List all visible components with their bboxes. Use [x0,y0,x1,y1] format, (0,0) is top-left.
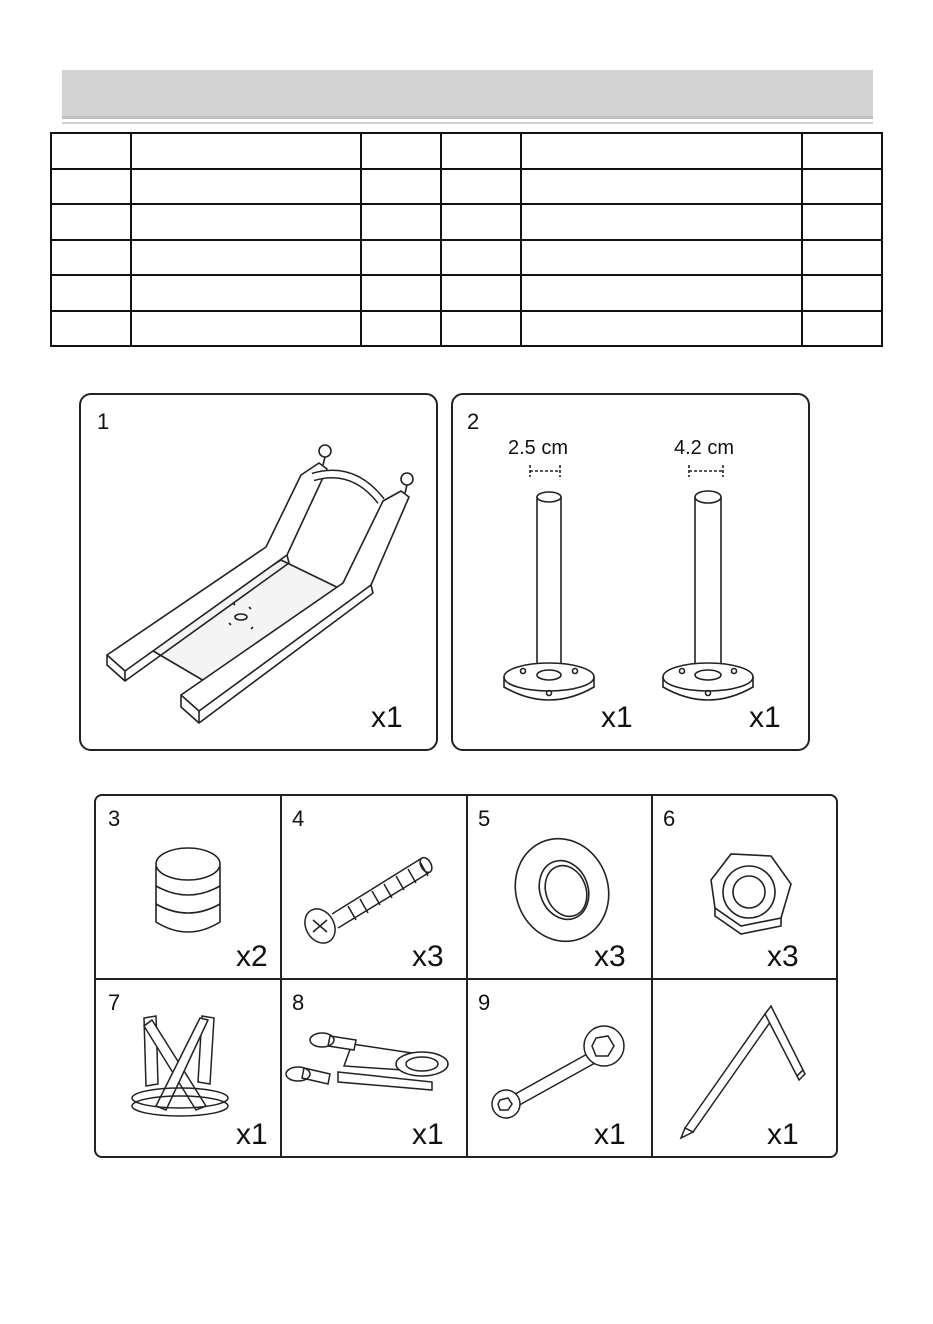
hex-key-icon [653,980,838,1156]
part-number: 8 [292,990,305,1015]
part-number: 2 [467,409,480,434]
part-9-cell [468,980,651,1156]
table-row [51,240,882,276]
header-bar [62,70,873,119]
quantity-label: x3 [767,940,799,973]
quantity-label: x2 [236,940,268,973]
table-row [51,204,882,240]
quantity-label: x3 [412,940,444,973]
part-number: 1 [97,409,110,434]
table-row [51,169,882,205]
part-number: 5 [478,806,491,831]
part-number: 9 [478,990,491,1015]
part-number: 6 [663,806,676,831]
part-number: 4 [292,806,305,831]
dimension-label: 2.5 cm [508,437,569,459]
part-4-cell [282,796,466,978]
quantity-label: x1 [594,1118,626,1151]
part-number: 7 [108,990,121,1015]
dimension-label: 4.2 cm [674,437,735,459]
header-rule [62,122,873,124]
nut-icon [653,796,838,978]
part-8-cell [282,980,466,1156]
part-3-cell [96,796,280,978]
part-1-panel [79,393,438,751]
quantity-label: x1 [371,701,403,734]
table-row [51,311,882,347]
part-10-cell [653,980,838,1156]
part-7-cell [96,980,280,1156]
part-6-cell [653,796,838,978]
parts-list-table [50,132,883,347]
table-row [51,133,882,169]
quantity-label: x1 [749,701,781,734]
part-5-cell [468,796,651,978]
table-row [51,275,882,311]
sled-frame-icon [81,395,440,753]
small-parts-grid [94,794,838,1158]
quantity-label: x3 [594,940,626,973]
quantity-label: x1 [412,1118,444,1151]
quantity-label: x1 [767,1118,799,1151]
part-2-panel [451,393,810,751]
quantity-label: x1 [601,701,633,734]
quantity-label: x1 [236,1118,268,1151]
post-icons [453,395,812,753]
part-number: 3 [108,806,121,831]
